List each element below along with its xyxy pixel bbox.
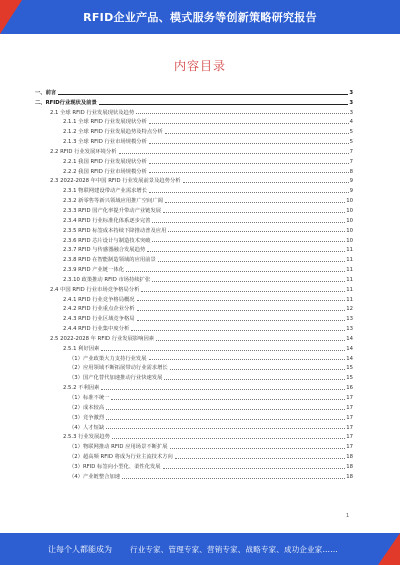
page-number: 1 <box>346 513 350 519</box>
toc-entry-label: 2.3.8 RFID 在智能制造领域的应用前景 <box>63 257 156 264</box>
toc-entry-page: 15 <box>346 375 353 382</box>
toc-entry[interactable] <box>35 450 353 460</box>
toc-entry-label: 2.4.2 RFID 行业重点企业分析 <box>63 306 135 313</box>
toc-entry[interactable] <box>35 342 353 352</box>
toc-entry[interactable] <box>35 214 353 224</box>
toc-entry-label: 2.5.1 利好因素 <box>63 345 100 352</box>
toc-leader-dots <box>152 222 345 223</box>
toc-entry-label: （4）产业链整合加速 <box>69 473 121 480</box>
toc-entry-page: 3 <box>349 89 353 96</box>
toc-entry[interactable] <box>35 224 353 234</box>
toc-entry-label: （2）超高频 RFID 将成为行业主流技术方向 <box>69 454 173 461</box>
toc-entry-page: 16 <box>346 385 353 392</box>
toc-entry-page: 10 <box>346 198 353 205</box>
toc-entry-label: 2.3.5 RFID 标签成本持续下降推动普及应用 <box>63 227 167 234</box>
toc-entry-label: （3）国产化替代加速推动行业快速发展 <box>69 375 163 382</box>
toc-leader-dots <box>131 330 345 331</box>
toc-leader-dots <box>170 369 346 370</box>
toc-entry[interactable] <box>35 362 353 372</box>
toc-entry[interactable] <box>35 145 353 155</box>
toc-entry-label: （3）RFID 标签向小型化、柔性化发展 <box>69 463 161 470</box>
toc-leader-dots <box>149 123 349 124</box>
toc-entry[interactable] <box>35 401 353 411</box>
toc-leader-dots <box>106 419 345 420</box>
toc-leader-dots <box>106 409 345 410</box>
toc-entry-label: （1）标准不统一 <box>69 395 110 401</box>
toc-leader-dots <box>126 271 345 272</box>
toc-entry[interactable] <box>35 273 353 283</box>
toc-entry-label: 2.5.3 行业发展趋势 <box>63 434 110 441</box>
toc-leader-dots <box>149 163 349 164</box>
toc-entry-page: 17 <box>346 404 353 411</box>
toc-entry-page: 11 <box>346 247 353 254</box>
toc-entry-page: 9 <box>349 188 353 195</box>
toc-entry-label: 2.3.10 政策推动 RFID 市场持续扩张 <box>63 276 151 283</box>
toc-leader-dots <box>101 389 345 390</box>
toc-leader-dots <box>112 438 345 439</box>
toc-leader-dots <box>122 478 345 479</box>
toc-entry[interactable] <box>35 184 353 194</box>
toc-leader-dots <box>163 212 345 213</box>
toc-entry-label: 2.3.7 RFID 与传感器融合发展趋势 <box>63 247 146 254</box>
toc-entry[interactable] <box>35 125 353 135</box>
toc-entry[interactable] <box>35 96 353 106</box>
toc-entry-page: 14 <box>346 355 353 362</box>
toc-entry-page: 10 <box>346 207 353 214</box>
report-title: RFID企业产品、模式服务等创新策略研究报告 <box>83 11 317 24</box>
toc-leader-dots <box>165 133 349 134</box>
toc-entry-page: 7 <box>349 158 353 165</box>
toc-entry[interactable] <box>35 322 353 332</box>
toc-leader-dots <box>152 281 345 282</box>
toc-entry[interactable] <box>35 135 353 145</box>
toc-entry-page: 8 <box>349 168 353 175</box>
toc-entry-label: 2.3 2022-2028 年中国 RFID 行业发展前景及趋势分析 <box>50 178 181 185</box>
toc-leader-dots <box>163 468 346 469</box>
toc-leader-dots <box>164 379 345 380</box>
toc-entry-page: 4 <box>349 119 353 126</box>
toc-entry-page: 11 <box>346 257 353 264</box>
toc-entry[interactable] <box>35 175 353 185</box>
toc-leader-dots <box>156 340 345 341</box>
footer-accent-triangle <box>378 533 400 565</box>
toc-entry[interactable] <box>35 440 353 450</box>
toc-entry[interactable] <box>35 204 353 214</box>
toc-entry-label: 2.3.3 RFID 国产化率提升带动产业链发展 <box>63 207 162 214</box>
toc-entry[interactable] <box>35 165 353 175</box>
toc-entry-label: （1）物联网推动 RFID 应用场景不断扩展 <box>69 444 168 451</box>
header-banner <box>0 0 400 34</box>
toc-leader-dots <box>119 153 349 154</box>
toc-entry-label: 2.2.1 我国 RFID 行业发展现状分析 <box>63 158 147 165</box>
toc-entry[interactable] <box>35 391 353 401</box>
toc-leader-dots <box>183 182 349 183</box>
toc-leader-dots <box>168 231 345 232</box>
toc-entry[interactable] <box>35 253 353 263</box>
toc-entry-page: 18 <box>346 473 353 480</box>
toc-entry-label: （2）成本较高 <box>69 404 105 411</box>
toc-entry-page: 5 <box>349 129 353 136</box>
toc-entry-label: 2.1.1 全球 RFID 行业发展现状分析 <box>63 119 147 126</box>
toc-entry-label: （4）人才短缺 <box>69 424 105 431</box>
toc-entry[interactable] <box>35 234 353 244</box>
table-of-contents <box>35 86 353 480</box>
toc-entry-page: 15 <box>346 365 353 372</box>
toc-entry[interactable] <box>35 263 353 273</box>
toc-leader-dots <box>158 261 345 262</box>
toc-entry[interactable] <box>35 244 353 254</box>
toc-leader-dots <box>106 428 345 429</box>
toc-entry-label: 2.2 RFID 行业发展环境分析 <box>50 148 117 155</box>
toc-entry-label: 2.3.9 RFID 产业链一体化 <box>63 267 124 274</box>
toc-entry-label: 2.2.2 我国 RFID 行业市场规模分析 <box>63 168 147 175</box>
toc-entry[interactable] <box>35 381 353 391</box>
toc-entry-page: 11 <box>346 286 353 293</box>
toc-entry[interactable] <box>35 194 353 204</box>
toc-entry-page: 10 <box>346 217 353 224</box>
toc-leader-dots <box>58 94 348 95</box>
toc-entry[interactable] <box>35 293 353 303</box>
footer-banner <box>0 533 400 565</box>
toc-entry-label: 2.1.3 全球 RFID 行业市场规模分析 <box>63 139 147 146</box>
toc-leader-dots <box>99 104 349 105</box>
toc-entry[interactable] <box>35 155 353 165</box>
toc-leader-dots <box>149 192 349 193</box>
toc-entry[interactable] <box>35 312 353 322</box>
toc-entry-page: 18 <box>346 463 353 470</box>
toc-entry-label: （1）产业政策大力支持行业发展 <box>69 355 147 362</box>
toc-leader-dots <box>101 350 345 351</box>
toc-entry[interactable] <box>35 106 353 116</box>
footer-slogan: 让每个人都能成为 <box>48 545 112 554</box>
toc-entry-page: 18 <box>346 454 353 461</box>
toc-entry-page: 13 <box>346 316 353 323</box>
toc-entry-label: 2.4.4 RFID 行业集中度分析 <box>63 326 130 333</box>
toc-entry-page: 5 <box>349 139 353 146</box>
toc-entry-page: 17 <box>346 444 353 451</box>
toc-entry-label: 一、前言 <box>35 89 57 96</box>
toc-leader-dots <box>137 320 346 321</box>
toc-entry-page: 9 <box>349 178 353 185</box>
toc-leader-dots <box>111 399 345 400</box>
toc-entry-page: 11 <box>346 296 353 303</box>
toc-entry-label: 2.3.1 物联网建设带动产业需求增长 <box>63 188 148 195</box>
toc-entry[interactable] <box>35 431 353 441</box>
toc-leader-dots <box>165 202 345 203</box>
toc-entry-page: 17 <box>346 414 353 421</box>
toc-entry-label: 2.4.3 RFID 行业区域竞争格局 <box>63 316 135 323</box>
toc-entry-page: 7 <box>349 148 353 155</box>
toc-entry-page: 14 <box>346 345 353 352</box>
toc-entry[interactable] <box>35 352 353 362</box>
toc-entry-page: 12 <box>346 306 353 313</box>
footer-tagline: 行业专家、管理专家、营销专家、战略专家、成功企业家…… <box>130 545 338 554</box>
toc-entry-label: 2.3.2 新零售等新兴领域应用推广空间广阔 <box>63 198 163 205</box>
toc-leader-dots <box>141 291 345 292</box>
toc-entry[interactable] <box>35 303 353 313</box>
toc-entry-page: 14 <box>346 335 353 342</box>
toc-entry[interactable] <box>35 470 353 480</box>
toc-entry-label: 2.3.4 RFID 行业标准化体系逐步完善 <box>63 217 151 224</box>
toc-entry-label: 2.3.6 RFID 芯片设计与制造技术突破 <box>63 237 151 244</box>
toc-entry[interactable] <box>35 460 353 470</box>
toc-entry-page: 13 <box>346 326 353 333</box>
toc-leader-dots <box>136 113 349 114</box>
toc-leader-dots <box>152 241 345 242</box>
toc-entry-page: 3 <box>349 109 353 116</box>
toc-leader-dots <box>137 310 346 311</box>
toc-leader-dots <box>147 251 345 252</box>
toc-leader-dots <box>149 172 349 173</box>
toc-entry-label: 2.5 2022-2028 年 RFID 行业发展影响因素 <box>50 335 155 342</box>
toc-leader-dots <box>175 458 345 459</box>
toc-entry[interactable] <box>35 421 353 431</box>
toc-entry-label: （2）应用领域不断拓展带动行业需求增长 <box>69 365 168 372</box>
toc-entry-label: （3）竞争激烈 <box>69 414 105 421</box>
toc-entry-label: 2.1.2 全球 RFID 行业发展趋势及特点分析 <box>63 129 163 136</box>
toc-entry-page: 17 <box>346 395 353 401</box>
toc-entry-page: 17 <box>346 424 353 431</box>
toc-entry[interactable] <box>35 332 353 342</box>
toc-entry-label: 2.5.2 不利因素 <box>63 385 100 392</box>
toc-leader-dots <box>137 300 346 301</box>
toc-entry[interactable] <box>35 371 353 381</box>
toc-entry-label: 2.4 中国 RFID 行业市场竞争格局分析 <box>50 286 140 293</box>
toc-entry-page: 3 <box>349 99 353 106</box>
toc-entry[interactable] <box>35 283 353 293</box>
toc-leader-dots <box>149 143 349 144</box>
toc-entry-page: 17 <box>346 434 353 441</box>
toc-entry-page: 10 <box>346 227 353 234</box>
toc-entry[interactable] <box>35 116 353 126</box>
toc-entry-page: 11 <box>346 276 353 283</box>
toc-entry[interactable] <box>35 86 353 96</box>
toc-entry-label: 2.1 全球 RFID 行业发展现状及趋势 <box>50 109 135 116</box>
toc-entry-label: 2.4.1 RFID 行业竞争格局概况 <box>63 296 135 303</box>
toc-title: 内容目录 <box>173 59 226 73</box>
toc-leader-dots <box>149 359 346 360</box>
toc-leader-dots <box>170 448 346 449</box>
toc-entry-label: 二、RFID行业现状及前景 <box>35 99 97 106</box>
toc-entry-page: 10 <box>346 237 353 244</box>
toc-entry-page: 11 <box>346 267 353 274</box>
toc-entry[interactable] <box>35 411 353 421</box>
